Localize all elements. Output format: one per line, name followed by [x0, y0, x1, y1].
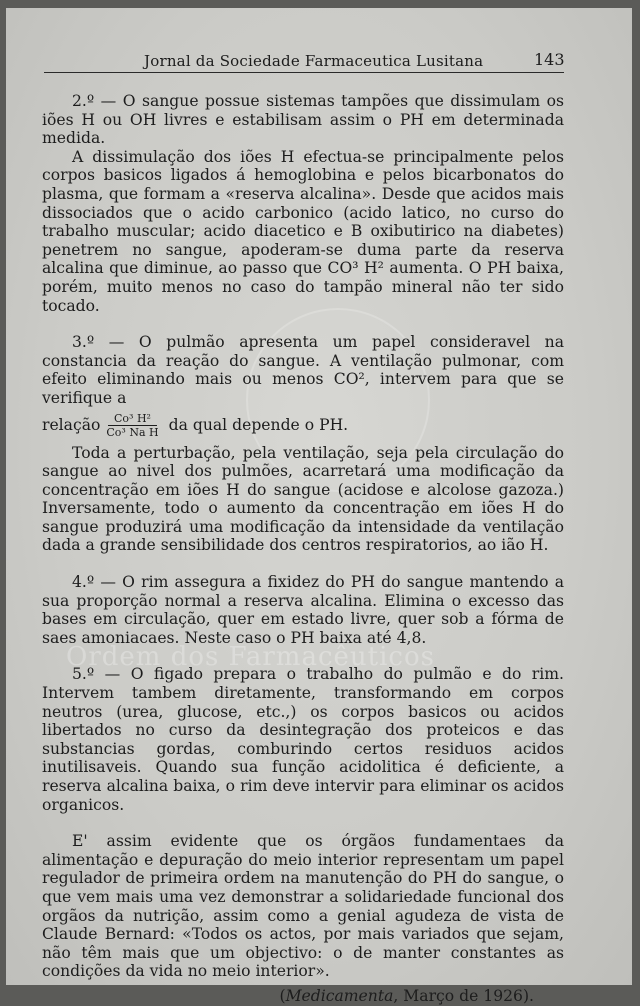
fraction-numerator: Co³ H² — [108, 412, 157, 426]
relation-word: relação — [42, 416, 101, 435]
fraction-denominator: Co³ Na H — [106, 426, 159, 439]
paragraph-3: 3.º — O pulmão apresenta um papel consideravel na constancia da reação do sangue. A ventilação pulmonar, com efeito eliminando mais ou menos CO², intervem para que se verifique a — [42, 333, 564, 407]
source-publication: Medicamenta — [285, 986, 394, 1005]
source-citation: (Medicamenta, Março de 1926). — [279, 986, 534, 1005]
paragraph-4: 4.º — O rim assegura a fixidez do PH do sangue mantendo a sua proporção normal a reserva alcalina. Elimina o excesso das bases em circulação, quer em estado livre, quer sob a fórma de saes amoniacaes. Neste caso o PH baixa até 4,8. — [42, 573, 564, 647]
running-title: Jornal da Sociedade Farmaceutica Lusitana — [144, 52, 484, 70]
source-date: , Março de 1926). — [393, 986, 534, 1005]
paragraph-2: 2.º — O sangue possue sistemas tampões que dissimulam os iões H ou OH livres e estabilisam assim o PH em determinada medida. — [42, 92, 564, 148]
watermark-text: Ordem dos Farmacêuticos — [66, 642, 435, 672]
paragraph-5: 5.º — O figado prepara o trabalho do pulmão e do rim. Intervem tambem diretamente, transformando em corpos neutros (urea, glucose, etc.,) os corpos basicos ou acidos libertados no curso da desintegração dos proteicos e das substancias gordas, comburindo certos residuos acidos inutilisaveis. Quando sua função acidolitica é deficiente, a reserva alcalina baixa, o rim deve intervir para eliminar os acidos organicos. — [42, 665, 564, 814]
page-header — [44, 44, 564, 73]
paragraph-conclusion: E' assim evidente que os órgãos fundamentaes da alimentação e depuração do meio interior representam um papel regulador de primeira ordem na manutenção do PH do sangue, o que vem mais uma vez demonstrar a solidariedade funcional dos orgãos da nutrição, assim como a genial agudeza de vista de Claude Bernard: «Todos os actos, por mais variados que sejam, não têm mais que um objectivo: o de manter constantes as condições da vida no meio interior». — [42, 832, 564, 981]
fraction — [106, 412, 158, 439]
paragraph-buffer: A dissimulação dos iões H efectua-se principalmente pelos corpos basicos ligados á hemoglobina e pelos bicarbonatos do plasma, que formam a «reserva alcalina». Desde que acidos mais dissociados que o acido carbonico (acido latico, no curso do trabalho muscular; acido diacetico e B oxibutirico na diabetes) penetrem no sangue, apoderam-se duma parte da reserva alcalina que diminue, ao passo que CO³ H² aumenta. O PH baixa, porém, muito menos no caso do tampão mineral não ter sido tocado. — [42, 147, 564, 315]
article-body — [42, 92, 564, 1006]
relation-formula — [42, 408, 564, 444]
page-number: 143 — [534, 50, 565, 69]
relation-tail: da qual depende o PH. — [168, 416, 349, 435]
document-page — [6, 8, 632, 1005]
paragraph-perturbation: Toda a perturbação, pela ventilação, seja pela circulação do sangue ao nivel dos pulmões, acarretará uma modificação da concentração em iões H do sangue (acidose e alcolose gazoza.) Inversamente, todo o aumento da concentração em iões H do sangue produzirá uma modificação da intensidade da ventilação dada a grande sensibilidade dos centros respiratorios, ao ião H. — [42, 443, 564, 555]
